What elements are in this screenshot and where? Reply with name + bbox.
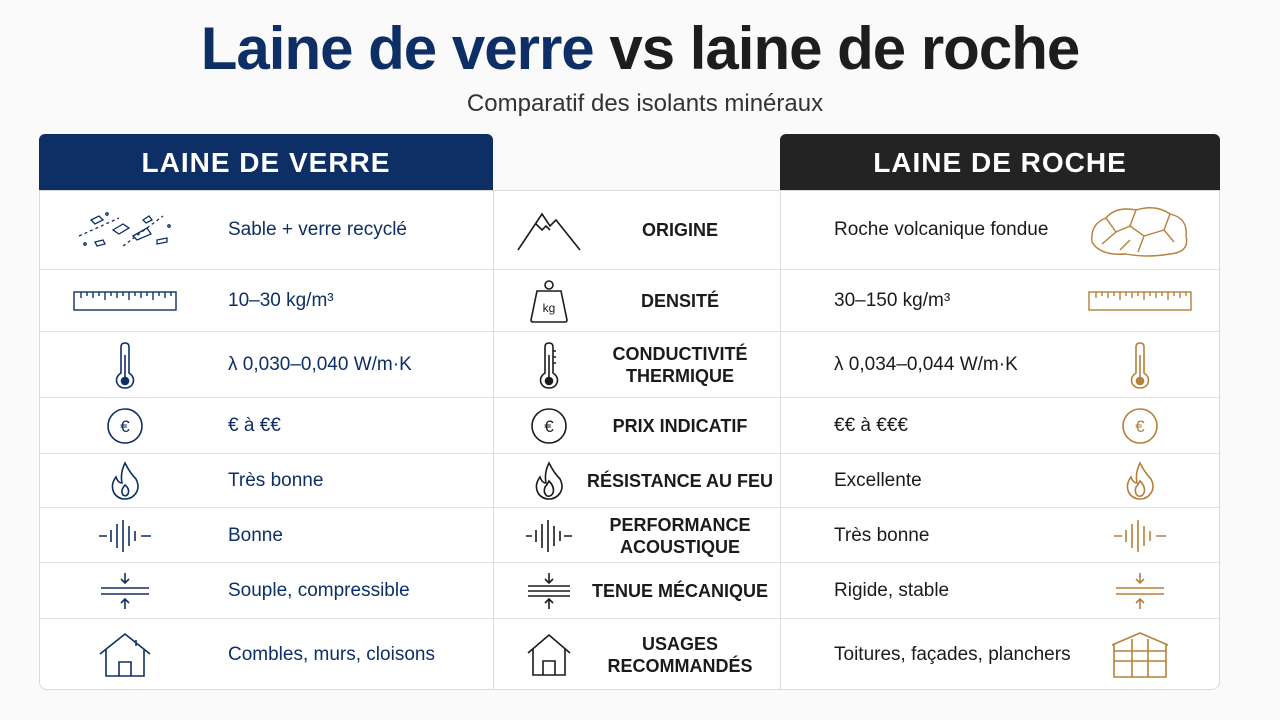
rock-wool-density: 30–150 kg/m³ [834, 290, 951, 311]
flame-icon [1080, 454, 1200, 508]
column-header-glass-wool: LAINE DE VERRE [39, 134, 493, 192]
flame-icon [70, 454, 180, 508]
flame-icon [514, 454, 584, 508]
euro-icon [514, 398, 584, 454]
table-row [40, 618, 1219, 690]
weight-kg-label: kg [542, 301, 556, 315]
rock-wool-usage: Toitures, façades, planchers [834, 643, 1071, 665]
row-label-densite: DENSITÉ [640, 291, 719, 311]
table-row [40, 331, 1219, 398]
euro-icon [70, 398, 180, 454]
rock-wool-fire: Excellente [834, 470, 922, 491]
rock-icon [1080, 191, 1200, 269]
row-label-conductivite: CONDUCTIVITÉ THERMIQUE [612, 344, 748, 386]
table-row [40, 562, 1219, 619]
glass-wool-mechanical: Souple, compressible [228, 580, 410, 601]
glass-wool-origin: Sable + verre recyclé [228, 219, 407, 240]
row-label-origine: ORIGINE [641, 220, 718, 240]
building-frame-icon [1080, 619, 1200, 690]
table-row [40, 453, 1219, 508]
sound-wave-icon [70, 508, 180, 563]
mountain-icon [514, 191, 584, 269]
thermometer-icon [1080, 332, 1200, 398]
compression-icon [514, 563, 584, 619]
euro-icon [1080, 398, 1200, 454]
glass-wool-conductivity: λ 0,030–0,040 W/m·K [228, 354, 412, 375]
table-row [40, 269, 1219, 332]
euro-symbol: € [120, 417, 130, 436]
comparison-table [39, 190, 1220, 690]
rock-wool-conductivity: λ 0,034–0,044 W/m·K [834, 354, 1018, 375]
rock-wool-origin: Roche volcanique fondue [834, 219, 1049, 240]
column-header-rock-wool: LAINE DE ROCHE [780, 134, 1220, 192]
glass-wool-price: € à €€ [228, 415, 281, 436]
euro-symbol: € [544, 417, 554, 436]
house-icon [514, 619, 584, 690]
row-label-feu: RÉSISTANCE AU FEU [586, 471, 773, 491]
glass-wool-usage: Combles, murs, cloisons [228, 643, 435, 665]
glass-wool-fire: Très bonne [228, 470, 324, 491]
title-rock-wool: vs laine de roche [609, 15, 1080, 82]
page-title [0, 14, 1280, 83]
ruler-icon [70, 270, 180, 332]
table-row [40, 507, 1219, 563]
title-glass-wool: Laine de verre [200, 15, 594, 82]
row-label-mecanique: TENUE MÉCANIQUE [591, 581, 768, 601]
rock-wool-acoustic: Très bonne [834, 524, 930, 546]
ruler-icon [1080, 270, 1200, 332]
rock-wool-price: €€ à €€€ [834, 415, 908, 436]
page-subtitle: Comparatif des isolants minéraux [466, 90, 824, 117]
row-label-acoustique: PERFORMANCE ACOUSTIQUE [609, 514, 751, 557]
row-label-usages: USAGES RECOMMANDÉS [607, 633, 753, 676]
glass-wool-acoustic: Bonne [228, 524, 283, 546]
thermometer-icon [514, 332, 584, 398]
table-row [40, 397, 1219, 454]
thermometer-icon [70, 332, 180, 398]
glass-shards-icon [70, 191, 180, 269]
euro-symbol: € [1135, 417, 1145, 436]
table-row [40, 191, 1219, 269]
sound-wave-icon [1080, 508, 1200, 563]
rock-wool-mechanical: Rigide, stable [834, 580, 950, 601]
house-icon [70, 619, 180, 690]
compression-icon [1080, 563, 1200, 619]
row-label-prix: PRIX INDICATIF [612, 416, 748, 436]
sound-wave-icon [514, 508, 584, 563]
glass-wool-density: 10–30 kg/m³ [228, 290, 334, 311]
compression-icon [70, 563, 180, 619]
weight-kg-icon [514, 270, 584, 332]
